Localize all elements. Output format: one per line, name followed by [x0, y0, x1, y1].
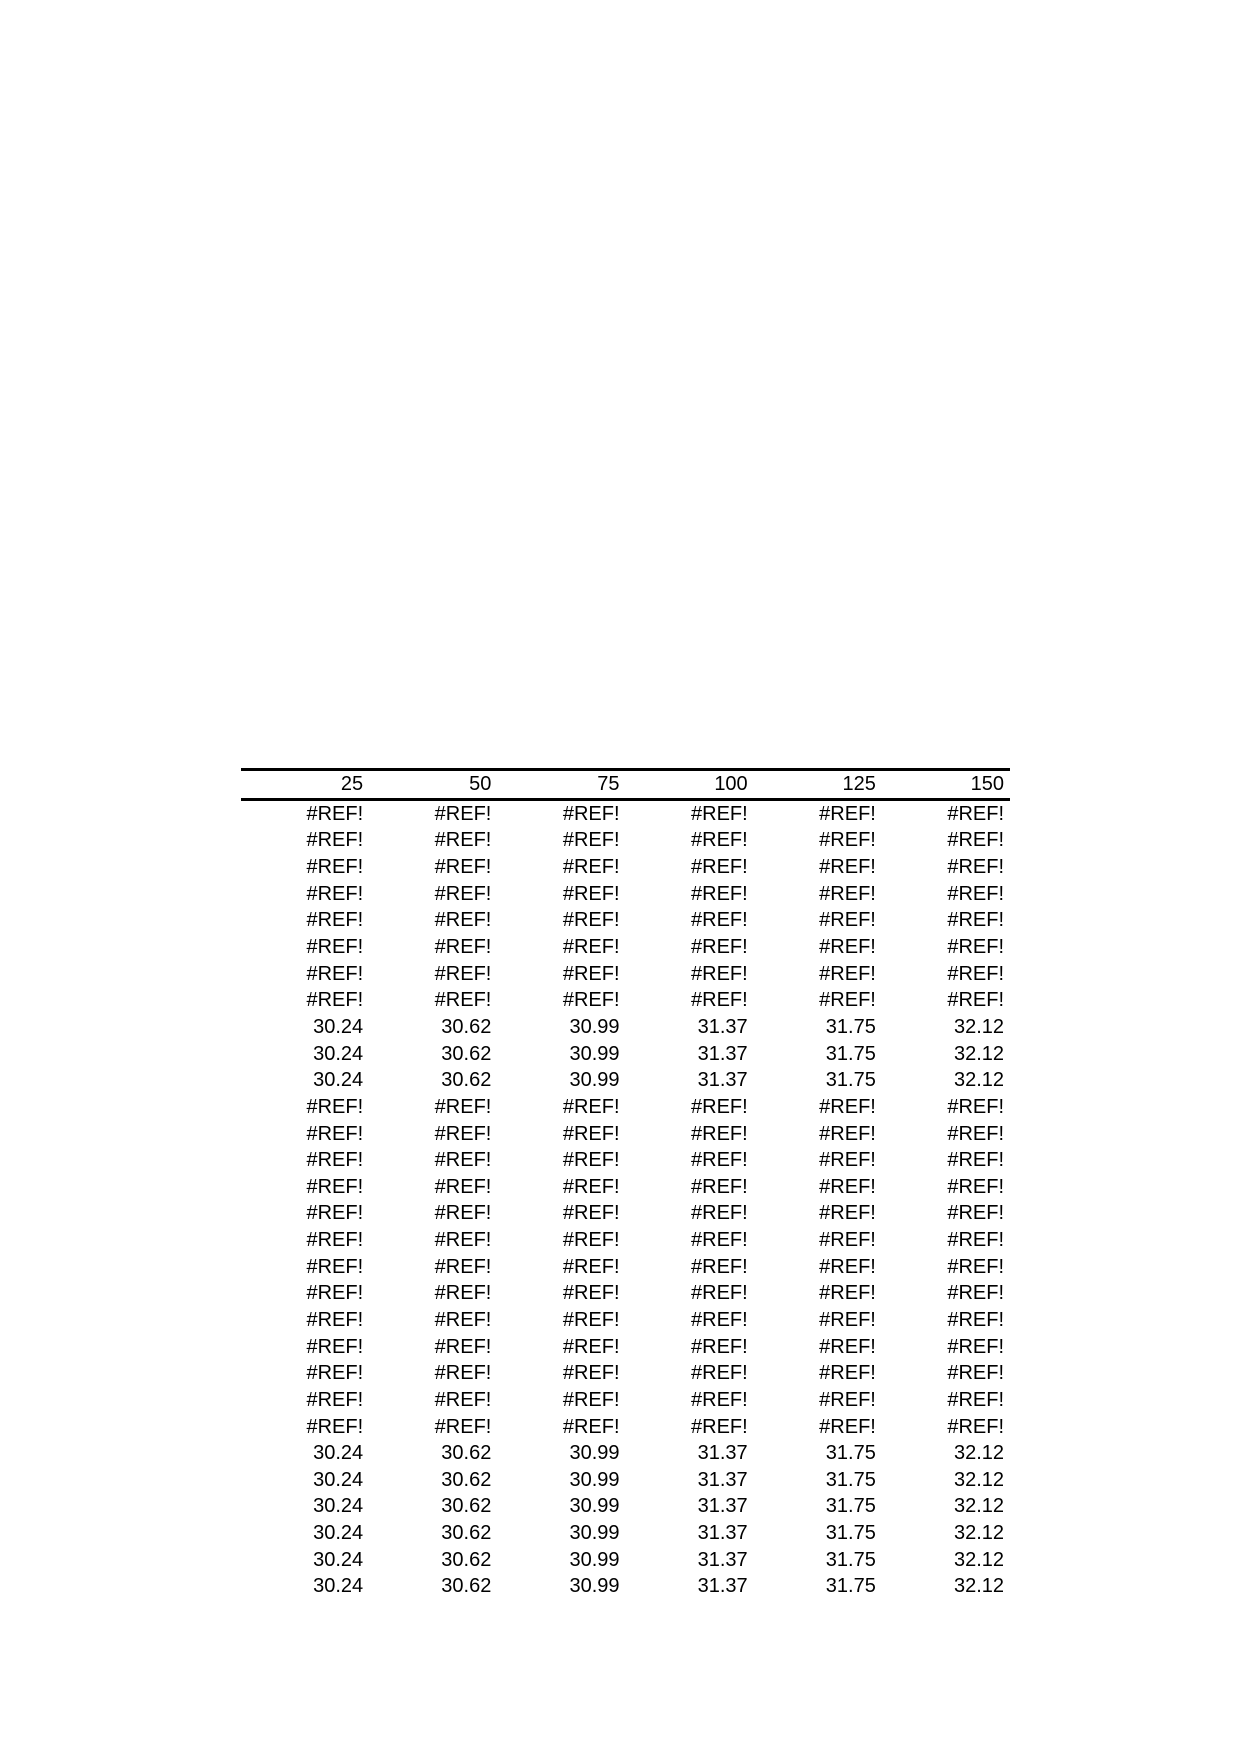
table-cell: 32.12	[953, 1575, 1005, 1598]
table-cell: #REF!	[819, 1175, 876, 1198]
table-cell: 30.24	[313, 1548, 364, 1571]
table-cell: #REF!	[691, 856, 748, 879]
table-row	[241, 934, 1010, 961]
table-cell: 31.37	[697, 1042, 748, 1065]
table-row	[241, 1254, 1010, 1281]
table-cell: #REF!	[434, 1388, 492, 1411]
table-cell: 31.75	[825, 1495, 876, 1518]
table-cell: #REF!	[434, 1362, 492, 1385]
table-row	[241, 1121, 1010, 1148]
table-cell: #REF!	[819, 1388, 876, 1411]
table-cell: #REF!	[947, 856, 1005, 879]
table-cell: #REF!	[562, 1095, 620, 1118]
table-cell: #REF!	[562, 909, 620, 932]
table-cell: 31.75	[825, 1548, 876, 1571]
header-cell: 125	[842, 773, 876, 795]
table-cell: #REF!	[306, 1362, 364, 1385]
table-cell: #REF!	[434, 829, 492, 852]
table-cell: 30.62	[441, 1468, 492, 1491]
table-cell: #REF!	[947, 936, 1005, 959]
table-cell: #REF!	[306, 1175, 364, 1198]
table-cell: #REF!	[434, 1095, 492, 1118]
table-cell: 30.62	[441, 1442, 492, 1465]
table-cell: #REF!	[947, 1175, 1005, 1198]
table-cell: 30.24	[313, 1495, 364, 1518]
table-cell: #REF!	[562, 962, 620, 985]
table-row	[241, 1281, 1010, 1308]
table-cell: #REF!	[306, 802, 364, 825]
table-cell: #REF!	[306, 1229, 364, 1252]
table-cell: #REF!	[819, 989, 876, 1012]
header-cell: 25	[340, 773, 364, 795]
table-row	[241, 1440, 1010, 1467]
table-cell: 30.99	[569, 1522, 620, 1545]
table-cell: #REF!	[434, 1122, 492, 1145]
table-cell: #REF!	[434, 1149, 492, 1172]
table-cell: #REF!	[947, 1229, 1005, 1252]
table-cell: #REF!	[562, 1282, 620, 1305]
table-cell: #REF!	[434, 1282, 492, 1305]
table-cell: 31.37	[697, 1015, 748, 1038]
table-cell: 31.75	[825, 1575, 876, 1598]
table-cell: #REF!	[691, 1255, 748, 1278]
table-cell: #REF!	[947, 829, 1005, 852]
table-cell: #REF!	[691, 909, 748, 932]
table-cell: #REF!	[562, 1229, 620, 1252]
table-row	[241, 1041, 1010, 1068]
table-cell: #REF!	[434, 1229, 492, 1252]
table-cell: 30.24	[313, 1069, 364, 1092]
table-cell: #REF!	[562, 1388, 620, 1411]
table-cell: #REF!	[691, 1415, 748, 1438]
table-cell: #REF!	[819, 936, 876, 959]
table-cell: #REF!	[306, 1149, 364, 1172]
table-cell: #REF!	[434, 1308, 492, 1331]
table-cell: 31.37	[697, 1069, 748, 1092]
table-cell: #REF!	[306, 1335, 364, 1358]
table-cell: #REF!	[562, 1122, 620, 1145]
table-header	[241, 768, 1010, 801]
table-cell: 30.99	[569, 1468, 620, 1491]
table-cell: #REF!	[691, 936, 748, 959]
table-cell: #REF!	[947, 1308, 1005, 1331]
table-cell: #REF!	[306, 1282, 364, 1305]
table-cell: 30.24	[313, 1015, 364, 1038]
table-row	[241, 1520, 1010, 1547]
table-row	[241, 1227, 1010, 1254]
table-cell: #REF!	[819, 1095, 876, 1118]
table-cell: 30.62	[441, 1042, 492, 1065]
table-cell: 31.75	[825, 1042, 876, 1065]
table-cell: 30.62	[441, 1015, 492, 1038]
table-cell: #REF!	[306, 936, 364, 959]
table-cell: #REF!	[691, 802, 748, 825]
table-row	[241, 1547, 1010, 1574]
table-cell: #REF!	[691, 1335, 748, 1358]
header-cell: 100	[714, 773, 748, 795]
table-cell: #REF!	[306, 1095, 364, 1118]
table-cell: #REF!	[947, 989, 1005, 1012]
table-cell: #REF!	[434, 936, 492, 959]
table-row	[241, 908, 1010, 935]
table-cell: #REF!	[306, 1308, 364, 1331]
table-cell: #REF!	[434, 856, 492, 879]
table-cell: #REF!	[819, 1362, 876, 1385]
table-cell: #REF!	[819, 1335, 876, 1358]
table-cell: #REF!	[306, 962, 364, 985]
data-table	[241, 768, 1010, 1600]
table-cell: #REF!	[947, 1388, 1005, 1411]
table-cell: 32.12	[953, 1548, 1005, 1571]
table-cell: 32.12	[953, 1042, 1005, 1065]
table-cell: 30.62	[441, 1548, 492, 1571]
table-cell: 30.24	[313, 1468, 364, 1491]
table-cell: 30.24	[313, 1522, 364, 1545]
table-cell: 31.75	[825, 1015, 876, 1038]
table-row	[241, 1147, 1010, 1174]
table-cell: #REF!	[819, 1415, 876, 1438]
table-cell: 31.37	[697, 1548, 748, 1571]
table-cell: 31.37	[697, 1575, 748, 1598]
table-cell: #REF!	[819, 909, 876, 932]
table-cell: #REF!	[434, 1255, 492, 1278]
table-cell: #REF!	[819, 829, 876, 852]
table-cell: #REF!	[691, 1282, 748, 1305]
table-row	[241, 1014, 1010, 1041]
table-cell: #REF!	[947, 882, 1005, 905]
table-cell: #REF!	[691, 829, 748, 852]
table-cell: #REF!	[306, 989, 364, 1012]
table-cell: #REF!	[306, 856, 364, 879]
table-cell: #REF!	[691, 1229, 748, 1252]
table-cell: #REF!	[819, 1202, 876, 1225]
table-cell: 30.99	[569, 1069, 620, 1092]
table-cell: 32.12	[953, 1015, 1005, 1038]
table-row	[241, 881, 1010, 908]
table-cell: 32.12	[953, 1468, 1005, 1491]
table-cell: #REF!	[819, 802, 876, 825]
table-cell: #REF!	[562, 1308, 620, 1331]
table-cell: #REF!	[562, 1362, 620, 1385]
table-row	[241, 801, 1010, 828]
table-cell: #REF!	[691, 1388, 748, 1411]
header-cell: 50	[469, 773, 492, 795]
table-cell: #REF!	[947, 1335, 1005, 1358]
table-cell: #REF!	[819, 882, 876, 905]
table-cell: #REF!	[562, 1415, 620, 1438]
header-cell: 150	[970, 773, 1005, 795]
table-cell: #REF!	[819, 856, 876, 879]
table-cell: #REF!	[306, 1202, 364, 1225]
table-cell: #REF!	[947, 909, 1005, 932]
table-cell: 30.62	[441, 1495, 492, 1518]
table-cell: 30.62	[441, 1575, 492, 1598]
table-cell: #REF!	[947, 962, 1005, 985]
table-cell: 31.75	[825, 1522, 876, 1545]
table-cell: 31.37	[697, 1522, 748, 1545]
table-cell: #REF!	[306, 829, 364, 852]
table-cell: 30.62	[441, 1522, 492, 1545]
table-cell: #REF!	[562, 989, 620, 1012]
table-row	[241, 987, 1010, 1014]
table-cell: #REF!	[819, 1255, 876, 1278]
table-cell: 31.37	[697, 1468, 748, 1491]
table-cell: #REF!	[691, 1095, 748, 1118]
table-cell: 31.75	[825, 1069, 876, 1092]
table-cell: #REF!	[819, 1308, 876, 1331]
table-cell: #REF!	[562, 882, 620, 905]
table-cell: 30.99	[569, 1575, 620, 1598]
table-cell: #REF!	[819, 1229, 876, 1252]
header-cell: 75	[597, 773, 620, 795]
table-cell: #REF!	[691, 1308, 748, 1331]
table-cell: #REF!	[947, 1362, 1005, 1385]
table-cell: 30.99	[569, 1495, 620, 1518]
table-cell: #REF!	[306, 1255, 364, 1278]
table-row	[241, 828, 1010, 855]
table-cell: #REF!	[306, 1415, 364, 1438]
table-cell: #REF!	[562, 1202, 620, 1225]
table-cell: 31.75	[825, 1468, 876, 1491]
table-cell: #REF!	[434, 1335, 492, 1358]
table-cell: #REF!	[434, 989, 492, 1012]
table-cell: #REF!	[947, 1122, 1005, 1145]
table-cell: #REF!	[691, 1149, 748, 1172]
table-cell: #REF!	[947, 1255, 1005, 1278]
table-row	[241, 1360, 1010, 1387]
table-cell: #REF!	[947, 1415, 1005, 1438]
table-cell: #REF!	[562, 856, 620, 879]
table-cell: #REF!	[562, 802, 620, 825]
table-cell: #REF!	[819, 1282, 876, 1305]
table-cell: #REF!	[947, 802, 1005, 825]
table-cell: #REF!	[562, 1175, 620, 1198]
table-cell: #REF!	[434, 1202, 492, 1225]
table-cell: #REF!	[562, 1255, 620, 1278]
table-cell: #REF!	[562, 829, 620, 852]
table-row	[241, 1387, 1010, 1414]
table-row	[241, 1201, 1010, 1228]
table-cell: #REF!	[434, 882, 492, 905]
table-row	[241, 1334, 1010, 1361]
table-cell: 30.99	[569, 1015, 620, 1038]
table-cell: #REF!	[434, 962, 492, 985]
table-cell: 30.99	[569, 1442, 620, 1465]
table-cell: #REF!	[562, 936, 620, 959]
table-cell: #REF!	[562, 1335, 620, 1358]
table-cell: #REF!	[434, 802, 492, 825]
table-cell: 31.37	[697, 1495, 748, 1518]
table-cell: #REF!	[691, 989, 748, 1012]
table-cell: #REF!	[434, 1415, 492, 1438]
table-cell: #REF!	[562, 1149, 620, 1172]
table-row	[241, 1174, 1010, 1201]
table-cell: #REF!	[306, 1122, 364, 1145]
table-row	[241, 854, 1010, 881]
table-cell: 30.99	[569, 1042, 620, 1065]
table-row	[241, 1494, 1010, 1521]
table-cell: #REF!	[947, 1202, 1005, 1225]
table-row	[241, 1574, 1010, 1601]
table-cell: #REF!	[947, 1282, 1005, 1305]
table-row	[241, 1067, 1010, 1094]
table-row	[241, 1414, 1010, 1441]
table-cell: 32.12	[953, 1442, 1005, 1465]
table-cell: #REF!	[691, 1122, 748, 1145]
table-cell: #REF!	[691, 882, 748, 905]
table-cell: #REF!	[947, 1149, 1005, 1172]
table-row	[241, 1307, 1010, 1334]
table-cell: 32.12	[953, 1495, 1005, 1518]
table-cell: #REF!	[947, 1095, 1005, 1118]
table-cell: #REF!	[691, 962, 748, 985]
table-cell: #REF!	[691, 1362, 748, 1385]
table-cell: #REF!	[819, 962, 876, 985]
table-body	[241, 801, 1010, 1600]
table-cell: 30.62	[441, 1069, 492, 1092]
table-cell: 31.37	[697, 1442, 748, 1465]
table-cell: 32.12	[953, 1069, 1005, 1092]
table-row	[241, 1467, 1010, 1494]
header-row	[241, 771, 1010, 798]
table-cell: 30.24	[313, 1042, 364, 1065]
table-cell: #REF!	[691, 1175, 748, 1198]
table-cell: 30.99	[569, 1548, 620, 1571]
table-cell: #REF!	[691, 1202, 748, 1225]
table-cell: #REF!	[306, 882, 364, 905]
table-cell: #REF!	[434, 909, 492, 932]
table-cell: 31.75	[825, 1442, 876, 1465]
table-cell: 30.24	[313, 1442, 364, 1465]
table-cell: 30.24	[313, 1575, 364, 1598]
table-row	[241, 961, 1010, 988]
table-row	[241, 1094, 1010, 1121]
table-cell: #REF!	[306, 909, 364, 932]
table-cell: #REF!	[434, 1175, 492, 1198]
table-cell: #REF!	[819, 1149, 876, 1172]
table-cell: #REF!	[306, 1388, 364, 1411]
table-cell: #REF!	[819, 1122, 876, 1145]
table-cell: 32.12	[953, 1522, 1005, 1545]
